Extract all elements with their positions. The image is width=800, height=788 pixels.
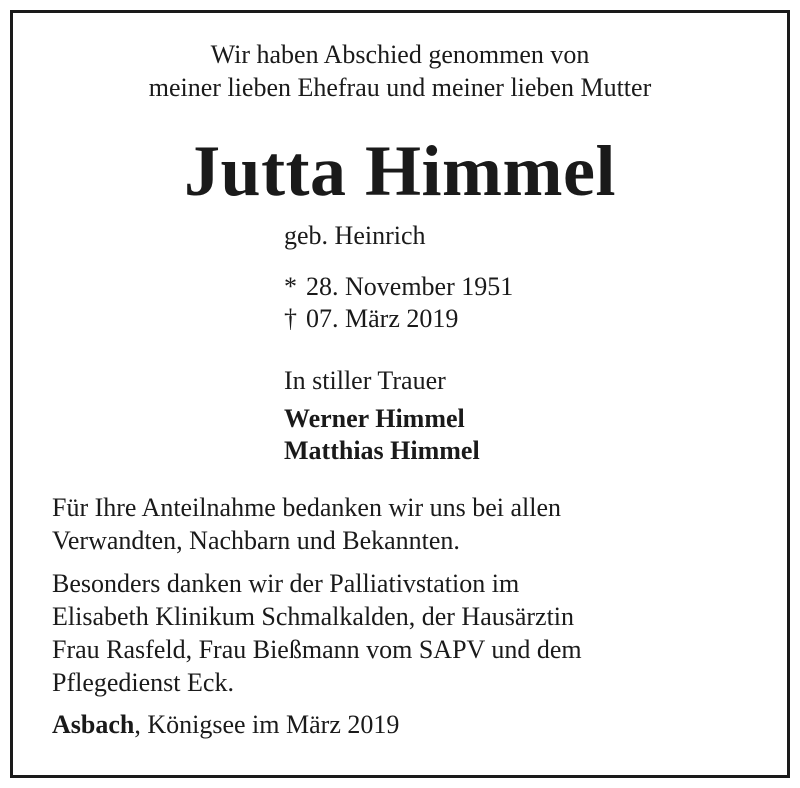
birth-date: 28. November 1951 — [306, 272, 514, 301]
closing-place: Asbach — [52, 710, 135, 739]
special-thanks-line: Elisabeth Klinikum Schmalkalden, der Hausärztin — [52, 602, 575, 631]
mourner-name: Werner Himmel — [284, 404, 465, 433]
mourners-intro: In stiller Trauer — [284, 366, 446, 395]
intro-text — [0, 38, 800, 104]
special-thanks-line: Frau Rasfeld, Frau Bießmann vom SAPV und dem — [52, 635, 582, 664]
death-date: 07. März 2019 — [306, 304, 459, 333]
closing-line — [52, 708, 399, 741]
birth-symbol: * — [284, 272, 297, 301]
intro-line-1: Wir haben Abschied genommen von — [210, 40, 590, 69]
thanks-line: Verwandten, Nachbarn und Bekannten. — [52, 526, 460, 555]
closing-rest: , Königsee im März 2019 — [134, 710, 400, 739]
thanks-paragraph — [52, 491, 561, 557]
mourner-name: Matthias Himmel — [284, 436, 480, 465]
deceased-name: Jutta Himmel — [184, 131, 616, 211]
special-thanks-line: Besonders danken wir der Palliativstation im — [52, 569, 520, 598]
death-symbol: † — [284, 304, 297, 333]
intro-line-2: meiner lieben Ehefrau und meiner lieben Mutter — [148, 73, 652, 102]
thanks-line: Für Ihre Anteilnahme bedanken wir uns bei allen — [52, 493, 562, 522]
special-thanks-paragraph — [52, 567, 582, 699]
special-thanks-line: Pflegedienst Eck. — [52, 668, 234, 697]
maiden-name: geb. Heinrich — [284, 221, 426, 250]
birth-date-line — [284, 270, 513, 303]
death-date-line — [284, 302, 458, 335]
